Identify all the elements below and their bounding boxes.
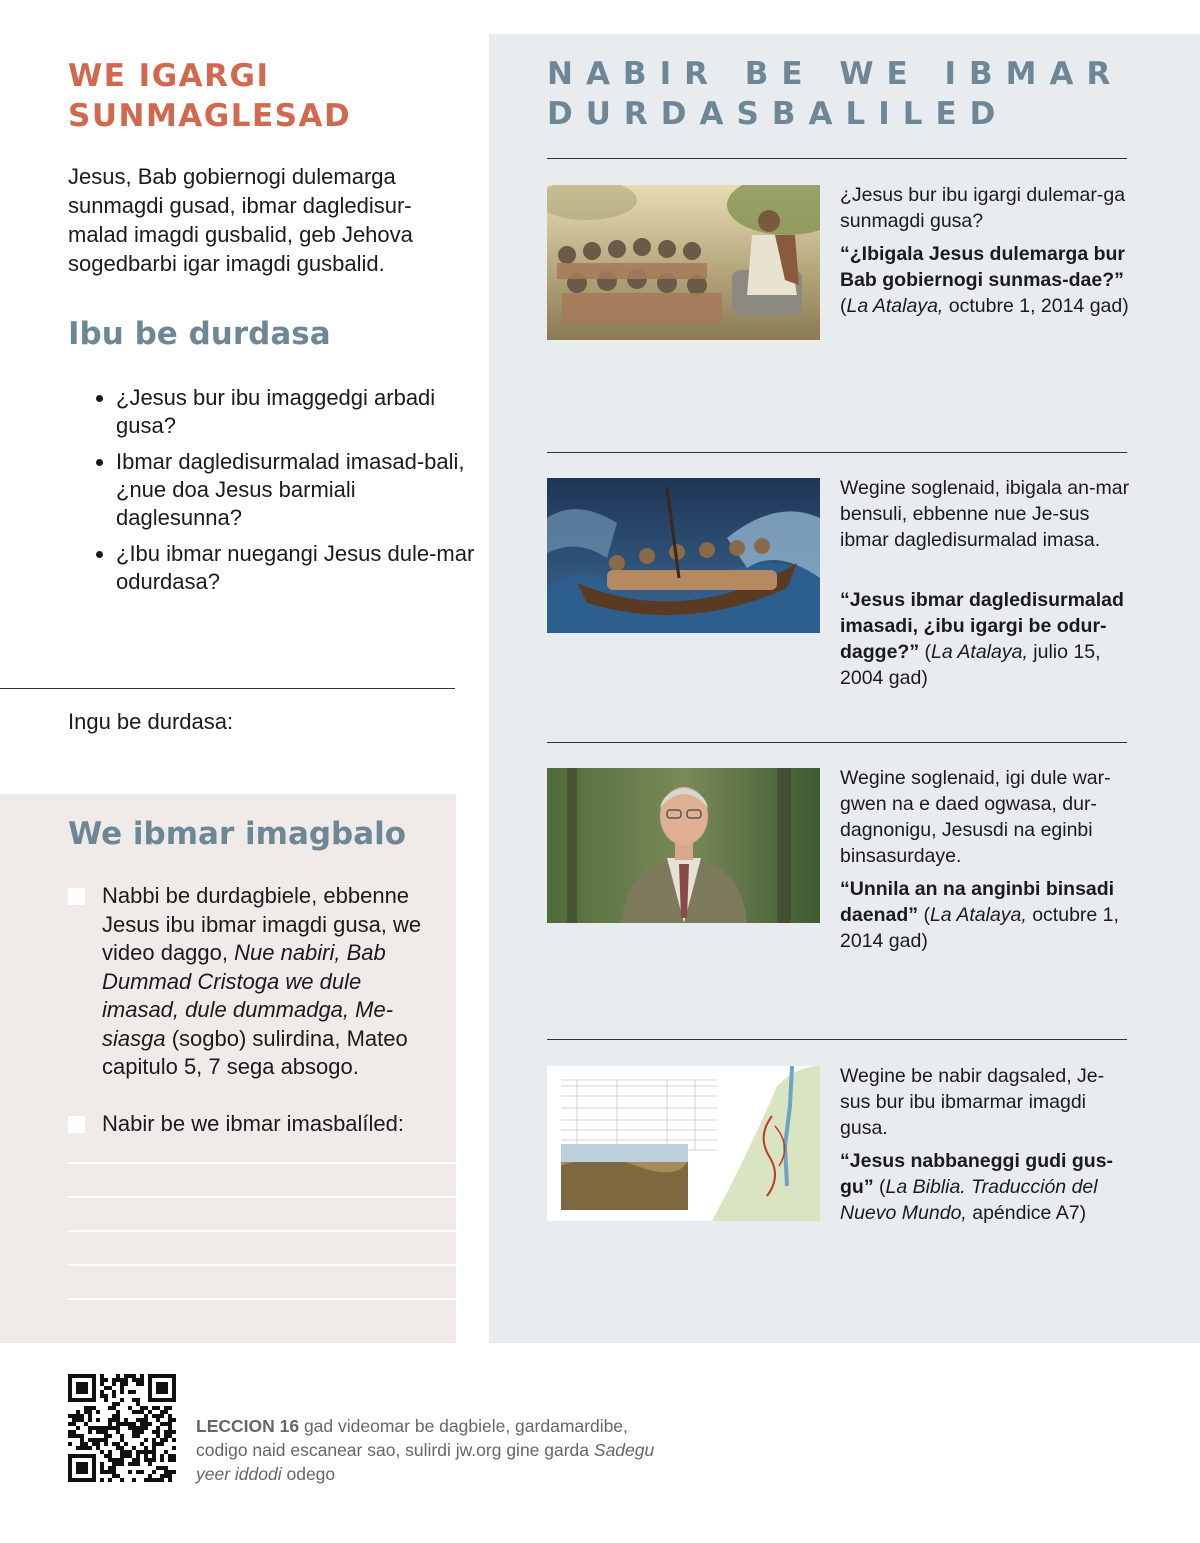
activity-item-1-text: Nabbi be durdagbiele, ebbenne Jesus ibu ibmar imagdi gusa, we video daggo,	[102, 883, 422, 965]
publication-date: julio 15, 2004 gad)	[840, 641, 1101, 689]
article-title-link[interactable]: “Unnila an na anginbi binsadi daenad”	[840, 878, 1115, 926]
publication-name: La Atalaya,	[931, 641, 1028, 663]
explore-item-3-reference[interactable]	[840, 876, 1135, 954]
video-title: Nue nabiri, Bab Dummad Cristoga we dule imasad, dule dummadga, Me-siasga	[102, 940, 394, 1051]
explore-item-4-reference[interactable]	[840, 1148, 1135, 1226]
book-title: Sadegu yeer iddodi	[196, 1440, 655, 1484]
explore-item-1-reference[interactable]	[840, 241, 1135, 319]
article-title-link[interactable]: “Jesus nabbaneggi gudi gus-gu”	[840, 1150, 1114, 1198]
footer-text-end: odego	[281, 1464, 336, 1484]
divider	[547, 452, 1127, 453]
ref-paren: (	[919, 641, 932, 663]
divider	[0, 688, 455, 689]
divider	[547, 1039, 1127, 1040]
publication-name: La Atalaya,	[929, 904, 1027, 926]
writing-line[interactable]	[68, 1298, 456, 1300]
explore-item-3-intro: Wegine soglenaid, igi dule war-gwen na e daed ogwasa, dur-dagnonigu, Jesusdi na eginbi binsasurdaye.	[840, 767, 1111, 867]
man-portrait-image	[547, 768, 820, 923]
activity-item-2: Nabir be we ibmar imasbalíled:	[102, 1111, 405, 1136]
summary-title: WE IGARGI SUNMAGLESAD	[68, 58, 352, 134]
review-question: • ¿Ibu ibmar nuegangi Jesus dule-mar odurdasa?	[116, 540, 481, 596]
publication-date: octubre 1, 2014 gad)	[943, 295, 1129, 317]
activity-checkbox-2[interactable]	[68, 1116, 85, 1133]
footer-text-part: gad videomar be dagbiele, gardamardibe, codigo naid escanear sao, sulirdi jw.org gine garda	[196, 1416, 628, 1460]
review-questions	[90, 384, 481, 604]
own-question-label: Ingu be durdasa:	[68, 709, 234, 734]
explore-title: NABIR BE WE IBMAR DURDASBALILED	[547, 56, 1124, 132]
writing-line[interactable]	[68, 1264, 456, 1266]
boat-storm-image	[547, 478, 820, 633]
article-title-link[interactable]: “¿Ibigala Jesus dulemarga bur Bab gobiernogi sunmas-dae?”	[840, 243, 1125, 291]
publication-name: La Atalaya,	[846, 295, 944, 317]
review-question: • Ibmar dagledisurmalad imasad-bali, ¿nue doa Jesus barmiali daglesunna?	[116, 448, 481, 532]
activity-title: We ibmar imagbalo	[68, 816, 407, 852]
summary-text: Jesus, Bab gobiernogi dulemarga sunmagdi gusad, ibmar dagledisur-malad imagdi gusbalid, geb Jehova sogedbarbi igar imagdi gusbalid.	[68, 164, 413, 276]
explore-item-4-intro: Wegine be nabir dagsaled, Je-sus bur ibu ibmarmar imagdi gusa.	[840, 1065, 1105, 1139]
footer-note	[196, 1414, 676, 1486]
activity-item-1-text-end: (sogbo) sulirdina, Mateo capitulo 5, 7 sega absogo.	[102, 1025, 408, 1079]
writing-line[interactable]	[68, 1162, 456, 1164]
ref-paren: (	[873, 1176, 886, 1198]
ref-paren: (	[840, 295, 847, 317]
explore-item-2-intro: Wegine soglenaid, ibigala an-mar bensuli, ebbenne nue Je-sus ibmar dagledisurmalad imasa.	[840, 477, 1130, 551]
divider	[547, 742, 1127, 743]
divider	[547, 158, 1127, 159]
activity-checkbox-1[interactable]	[68, 888, 85, 905]
lesson-label: LECCION 16	[196, 1416, 300, 1436]
review-title: Ibu be durdasa	[68, 316, 331, 352]
writing-line[interactable]	[68, 1196, 456, 1198]
explore-item-2-reference[interactable]	[840, 587, 1135, 691]
qr-code-icon[interactable]	[68, 1374, 176, 1482]
article-title-link[interactable]: “Jesus ibmar dagledisurmalad imasadi, ¿ibu igargi be odur-dagge?”	[840, 589, 1124, 663]
jesus-teaching-image	[547, 185, 820, 340]
activity-item-1	[102, 882, 442, 1082]
publication-date: octubre 1, 2014 gad)	[840, 904, 1119, 952]
map-table-image	[547, 1066, 820, 1221]
publication-date: apéndice A7)	[966, 1202, 1087, 1224]
ref-paren: (	[918, 904, 930, 926]
publication-name: La Biblia. Traducción del Nuevo Mundo,	[840, 1176, 1098, 1224]
review-question: • ¿Jesus bur ibu imaggedgi arbadi gusa?	[116, 384, 481, 440]
writing-line[interactable]	[68, 1230, 456, 1232]
explore-item-1-intro: ¿Jesus bur ibu igargi dulemar-ga sunmagdi gusa?	[840, 184, 1126, 232]
